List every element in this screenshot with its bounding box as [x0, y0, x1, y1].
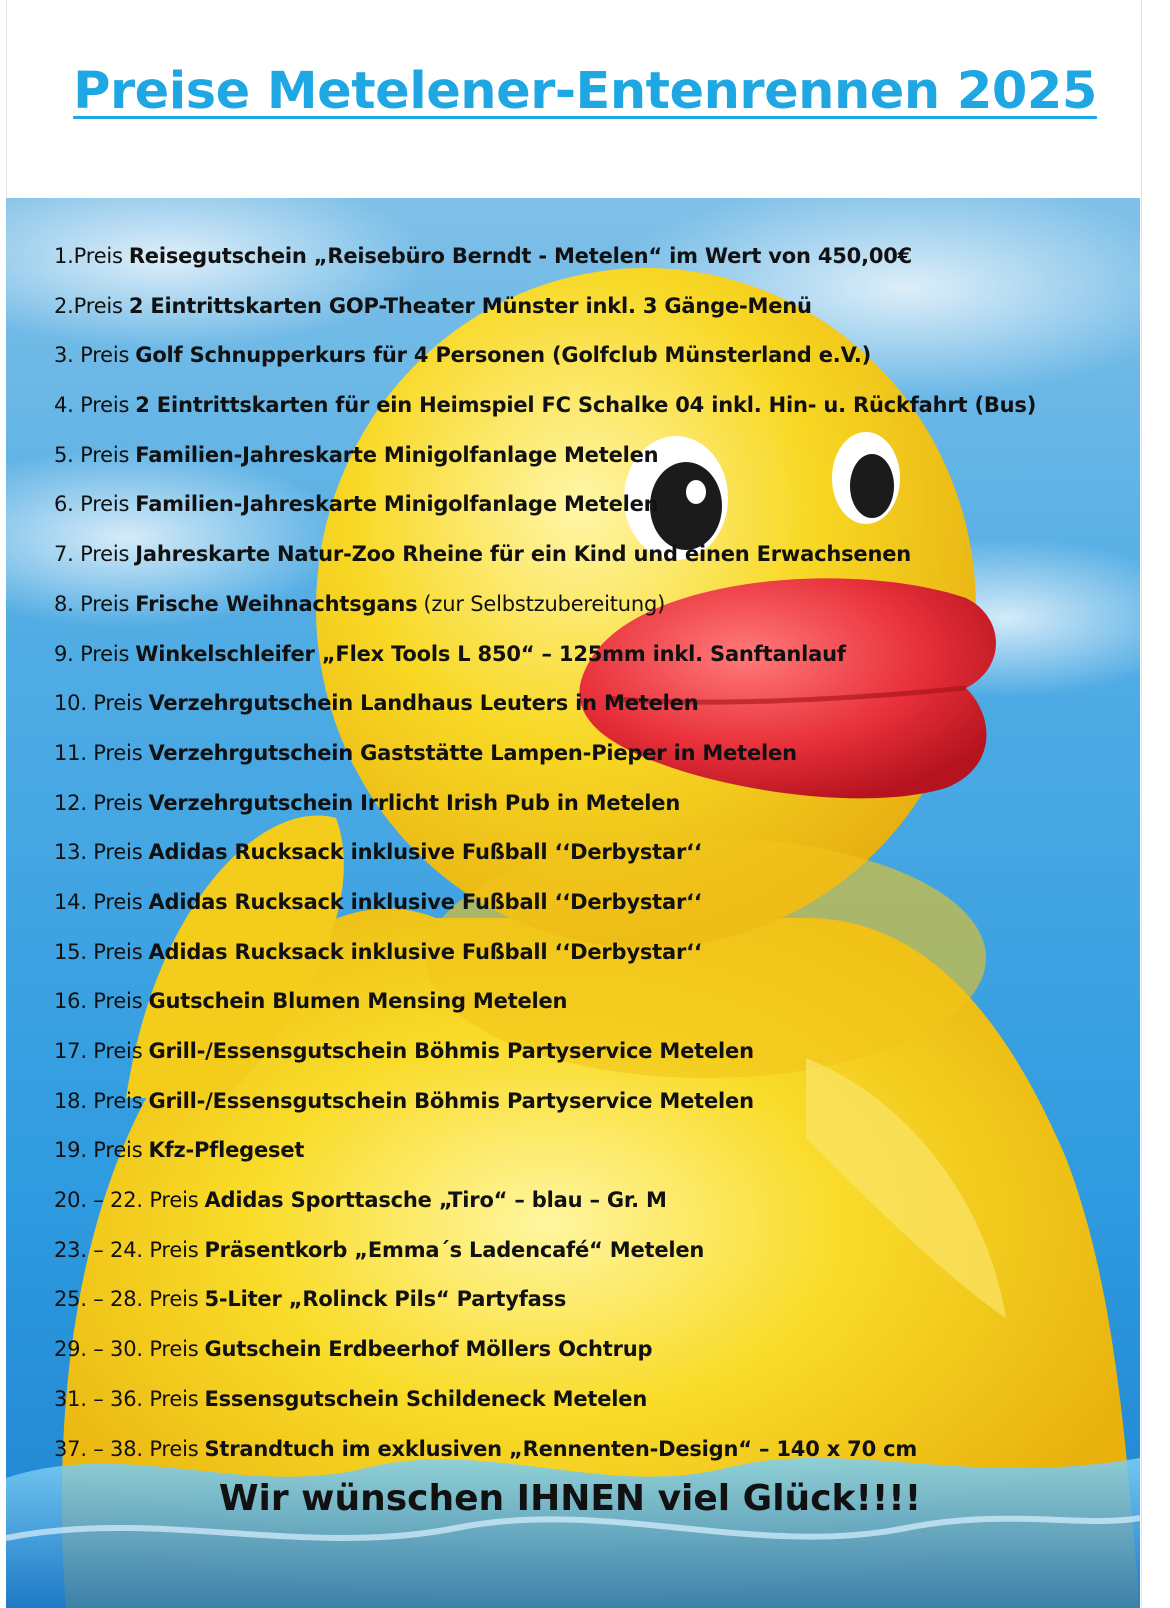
prize-rank: 23. – 24. Preis	[54, 1237, 199, 1262]
prize-description: Golf Schnupperkurs für 4 Personen (Golfclub Münsterland e.V.)	[135, 343, 872, 368]
prize-description: Essensgutschein Schildeneck Metelen	[204, 1386, 648, 1411]
page-title: Preise Metelener-Entenrennen 2025	[73, 62, 1097, 121]
prize-row	[54, 1325, 1036, 1375]
prize-description: Reisegutschein „Reisebüro Berndt - Metelen“ im Wert von 450,00€	[128, 244, 913, 268]
prize-rank: 17. Preis	[54, 1039, 143, 1063]
prize-description: Adidas Rucksack inklusive Fußball ‘‘Derbystar‘‘	[148, 840, 702, 865]
prize-row	[54, 1176, 1036, 1226]
prize-row	[54, 928, 1036, 978]
prize-rank: 1.Preis	[54, 244, 123, 268]
prize-description: Adidas Rucksack inklusive Fußball ‘‘Derbystar‘‘	[148, 889, 702, 914]
prize-description: Grill-/Essensgutschein Böhmis Partyservice Metelen	[148, 1088, 754, 1113]
prize-rank: 20. – 22. Preis	[54, 1188, 199, 1213]
prize-row	[54, 679, 1036, 729]
prize-rank: 29. – 30. Preis	[54, 1337, 199, 1362]
prize-description: Präsentkorb „Emma´s Ladencafé“ Metelen	[204, 1237, 705, 1262]
prize-row	[54, 1226, 1036, 1276]
prize-rank: 7. Preis	[54, 542, 130, 567]
prize-row	[54, 480, 1036, 530]
prize-rank: 11. Preis	[54, 740, 143, 765]
prize-row	[54, 1126, 1036, 1176]
prize-note: (zur Selbstzubereitung)	[423, 591, 666, 616]
prize-rank: 3. Preis	[54, 343, 130, 368]
prize-rank: 5. Preis	[54, 442, 130, 467]
prize-rank: 10. Preis	[54, 691, 143, 716]
prize-description: Strandtuch im exklusiven „Rennenten-Design“ – 140 x 70 cm	[204, 1436, 918, 1461]
prize-row	[54, 779, 1036, 829]
prize-rank: 6. Preis	[54, 492, 130, 517]
prize-rank: 31. – 36. Preis	[54, 1386, 199, 1411]
prize-description: 5-Liter „Rolinck Pils“ Partyfass	[204, 1287, 567, 1312]
prize-description: Adidas Sporttasche „Tiro“ – blau – Gr. M	[204, 1188, 667, 1213]
prize-description: Gutschein Blumen Mensing Metelen	[148, 989, 568, 1014]
prize-rank: 15. Preis	[54, 939, 143, 964]
prize-row	[54, 729, 1036, 779]
prize-description: Verzehrgutschein Gaststätte Lampen-Pieper in Metelen	[148, 740, 797, 765]
prize-row	[54, 1275, 1036, 1325]
prize-row	[54, 331, 1036, 381]
prize-row	[54, 977, 1036, 1027]
prize-rank: 2.Preis	[54, 293, 123, 318]
prize-description: 2 Eintrittskarten für ein Heimspiel FC Schalke 04 inkl. Hin- u. Rückfahrt (Bus)	[135, 393, 1037, 418]
prize-description: Jahreskarte Natur-Zoo Rheine für ein Kind und einen Erwachsenen	[135, 542, 911, 567]
prize-list	[54, 232, 1036, 1474]
prize-description: 2 Eintrittskarten GOP-Theater Münster inkl. 3 Gänge-Menü	[128, 293, 812, 318]
closing-message: Wir wünschen IHNEN viel Glück!!!!	[218, 1478, 922, 1519]
prize-description: Kfz-Pflegeset	[148, 1138, 305, 1163]
prize-rank: 14. Preis	[54, 889, 143, 914]
prize-row	[54, 828, 1036, 878]
prize-rank: 13. Preis	[54, 840, 143, 865]
prize-description: Grill-/Essensgutschein Böhmis Partyservice Metelen	[148, 1039, 754, 1063]
prize-rank: 9. Preis	[54, 641, 130, 666]
prize-row	[54, 1027, 1036, 1077]
prize-rank: 4. Preis	[54, 393, 130, 418]
prize-description: Familien-Jahreskarte Minigolfanlage Metelen	[135, 442, 659, 467]
prize-row	[54, 282, 1036, 332]
prize-rank: 37. – 38. Preis	[54, 1436, 199, 1461]
prize-description: Adidas Rucksack inklusive Fußball ‘‘Derbystar‘‘	[148, 939, 702, 964]
prize-row	[54, 381, 1036, 431]
prize-description: Verzehrgutschein Landhaus Leuters in Metelen	[148, 691, 699, 716]
prize-description: Gutschein Erdbeerhof Möllers Ochtrup	[204, 1337, 653, 1362]
prize-row	[54, 630, 1036, 680]
prize-row	[54, 580, 1036, 630]
prize-description: Winkelschleifer „Flex Tools L 850“ – 125mm inkl. Sanftanlauf	[135, 641, 846, 666]
prize-rank: 8. Preis	[54, 591, 130, 616]
prize-rank: 18. Preis	[54, 1088, 143, 1113]
prize-rank: 12. Preis	[54, 790, 143, 815]
prize-row	[54, 1425, 1036, 1475]
prize-row	[54, 232, 1036, 282]
prize-description: Familien-Jahreskarte Minigolfanlage Metelen	[135, 492, 659, 517]
prize-row	[54, 878, 1036, 928]
prize-row	[54, 1077, 1036, 1127]
prize-description: Frische Weihnachtsgans	[135, 591, 418, 616]
prize-rank: 16. Preis	[54, 989, 143, 1014]
prize-row	[54, 431, 1036, 481]
prize-rank: 25. – 28. Preis	[54, 1287, 199, 1312]
prize-row	[54, 530, 1036, 580]
prize-description: Verzehrgutschein Irrlicht Irish Pub in Metelen	[148, 790, 681, 815]
prize-row	[54, 1375, 1036, 1425]
prize-rank: 19. Preis	[54, 1138, 143, 1163]
